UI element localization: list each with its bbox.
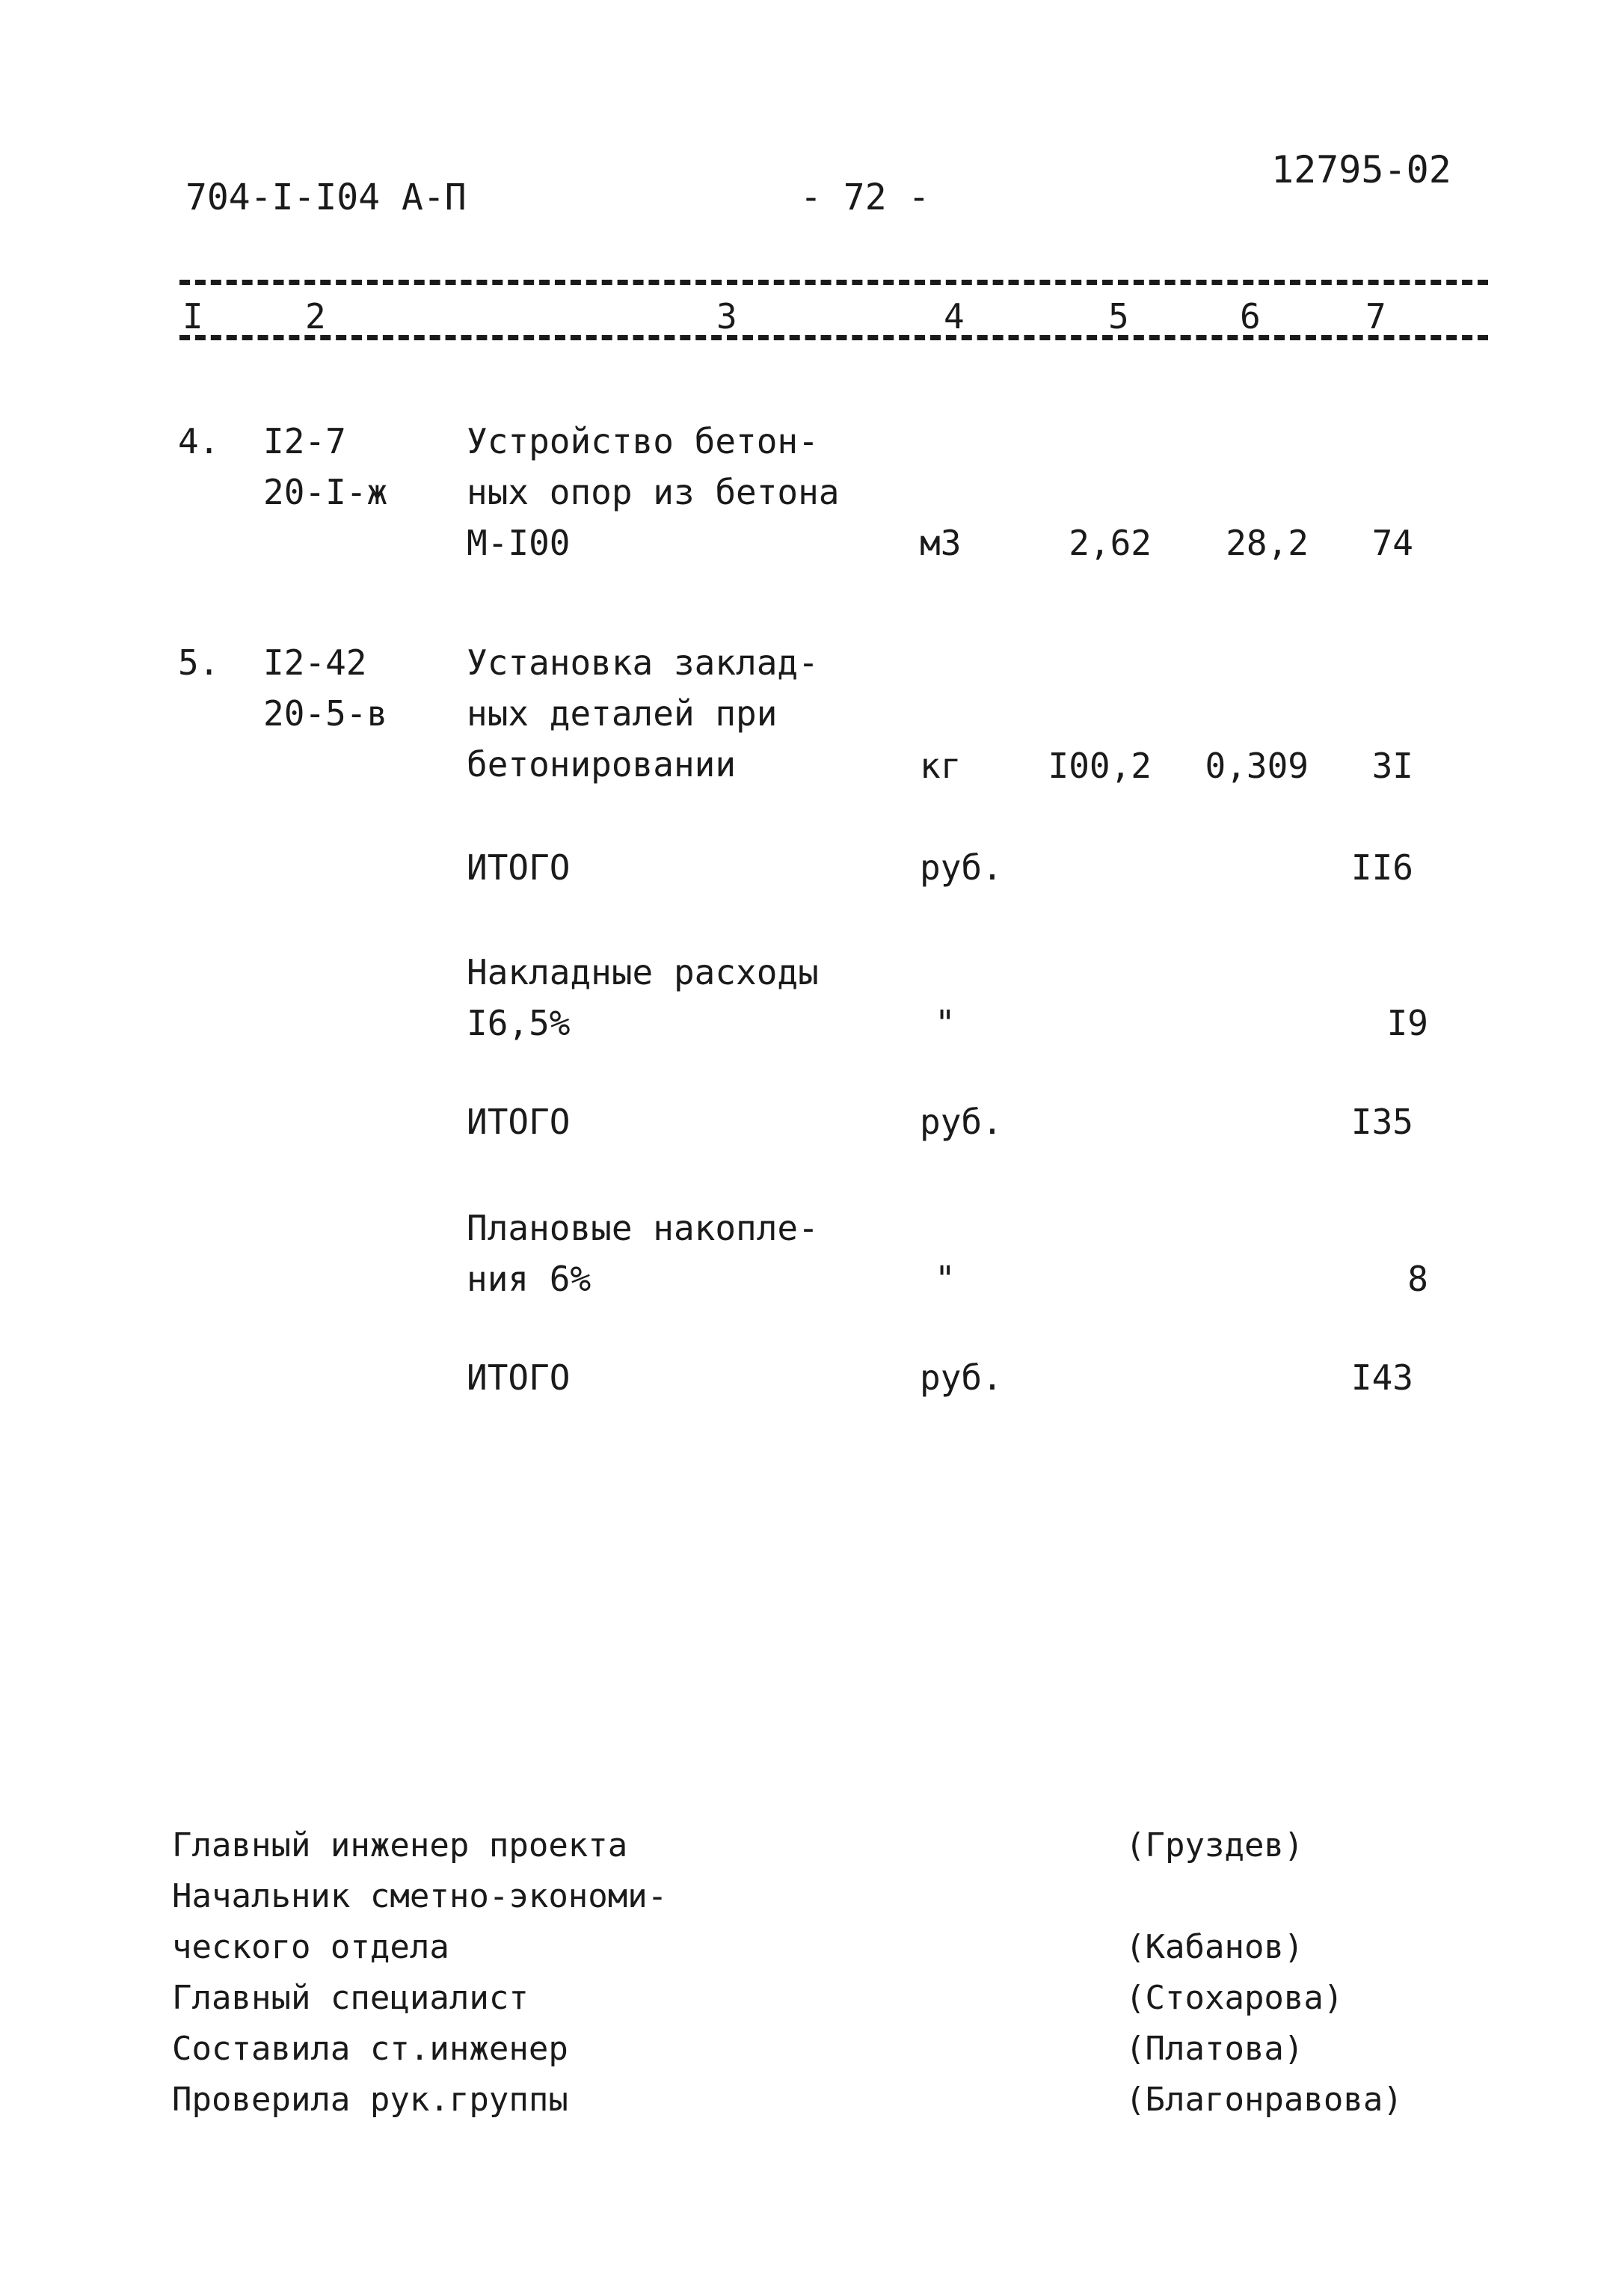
description-line: Установка заклад- (467, 642, 819, 683)
signature-title: Главный специалист (172, 1979, 529, 2017)
summary-unit: руб. (920, 847, 1003, 888)
signature-name: (Платова) (1125, 2030, 1304, 2068)
column-number-row (0, 296, 1598, 341)
signature-name: (Стохарова) (1125, 1979, 1344, 2017)
signature-titles (172, 1820, 667, 2125)
rate-code-line: I2-7 (263, 421, 346, 461)
rate-code-line: 20-I-ж (263, 472, 388, 512)
column-number: 3 (716, 296, 737, 337)
summary-label: ИТОГО (467, 1102, 571, 1142)
unit: м3 (920, 523, 962, 563)
description-line: бетонировании (467, 744, 737, 785)
unit: кг (920, 746, 962, 786)
summary-label-line: Плановые накопле- (467, 1208, 819, 1248)
signature-name: (Кабанов) (1125, 1928, 1304, 1966)
quantity: 2,62 (1069, 523, 1152, 563)
ditto-mark: " (935, 1259, 956, 1299)
signature-title: Главный инженер проекта (172, 1826, 628, 1864)
summary-label: ИТОГО (467, 1357, 571, 1398)
summary-label (467, 947, 819, 1049)
quantity: I00,2 (1048, 746, 1152, 786)
summary-unit: руб. (920, 1357, 1003, 1398)
total-cost: 3I (1371, 746, 1413, 786)
signature-title: Составила ст.инженер (172, 2030, 568, 2068)
unit-price: 28,2 (1226, 523, 1309, 563)
summary-total: I35 (1350, 1102, 1413, 1142)
column-number: I (182, 296, 203, 337)
total-cost: 74 (1371, 523, 1413, 563)
summary-label-line: I6,5% (467, 1003, 571, 1043)
summary-total: I43 (1350, 1357, 1413, 1398)
column-number: 5 (1108, 296, 1129, 337)
unit-price: 0,309 (1205, 746, 1309, 786)
summary-label-line: Накладные расходы (467, 952, 819, 992)
signature-title: ческого отдела (172, 1928, 449, 1966)
header-rule-bottom (179, 335, 1488, 340)
description-line: ных опор из бетона (467, 472, 840, 512)
summary-total: 8 (1407, 1259, 1428, 1299)
description-line: М-I00 (467, 523, 571, 563)
column-number: 6 (1240, 296, 1261, 337)
summary-total: I9 (1386, 1003, 1428, 1043)
header-rule-top (179, 280, 1488, 285)
row-number: 5. (178, 642, 220, 683)
rate-code-line: 20-5-в (263, 693, 388, 734)
page-number: - 72 - (800, 177, 930, 218)
description-line: Устройство бетон- (467, 421, 819, 461)
column-number: 4 (944, 296, 965, 337)
summary-label-line: ния 6% (467, 1259, 591, 1299)
inventory-stamp: 12795-02 (1271, 148, 1451, 191)
description-line: ных деталей при (467, 693, 778, 734)
summary-unit: руб. (920, 1102, 1003, 1142)
column-number: 2 (305, 296, 326, 337)
document-code: 704-I-I04 А-П (185, 177, 467, 218)
signature-title: Проверила рук.группы (172, 2081, 568, 2119)
row-number: 4. (178, 421, 220, 461)
summary-label: ИТОГО (467, 847, 571, 888)
work-description (467, 637, 819, 790)
rate-code (263, 637, 387, 739)
work-description (467, 416, 840, 568)
signature-name: (Благонравова) (1125, 2081, 1403, 2119)
ditto-mark: " (935, 1003, 956, 1043)
summary-total: II6 (1350, 847, 1413, 888)
rate-code-line: I2-42 (263, 642, 367, 683)
signature-title: Начальник сметно-экономи- (172, 1877, 668, 1915)
rate-code (263, 416, 387, 518)
summary-label (467, 1203, 819, 1304)
signature-name: (Груздев) (1125, 1826, 1304, 1864)
column-number: 7 (1365, 296, 1386, 337)
